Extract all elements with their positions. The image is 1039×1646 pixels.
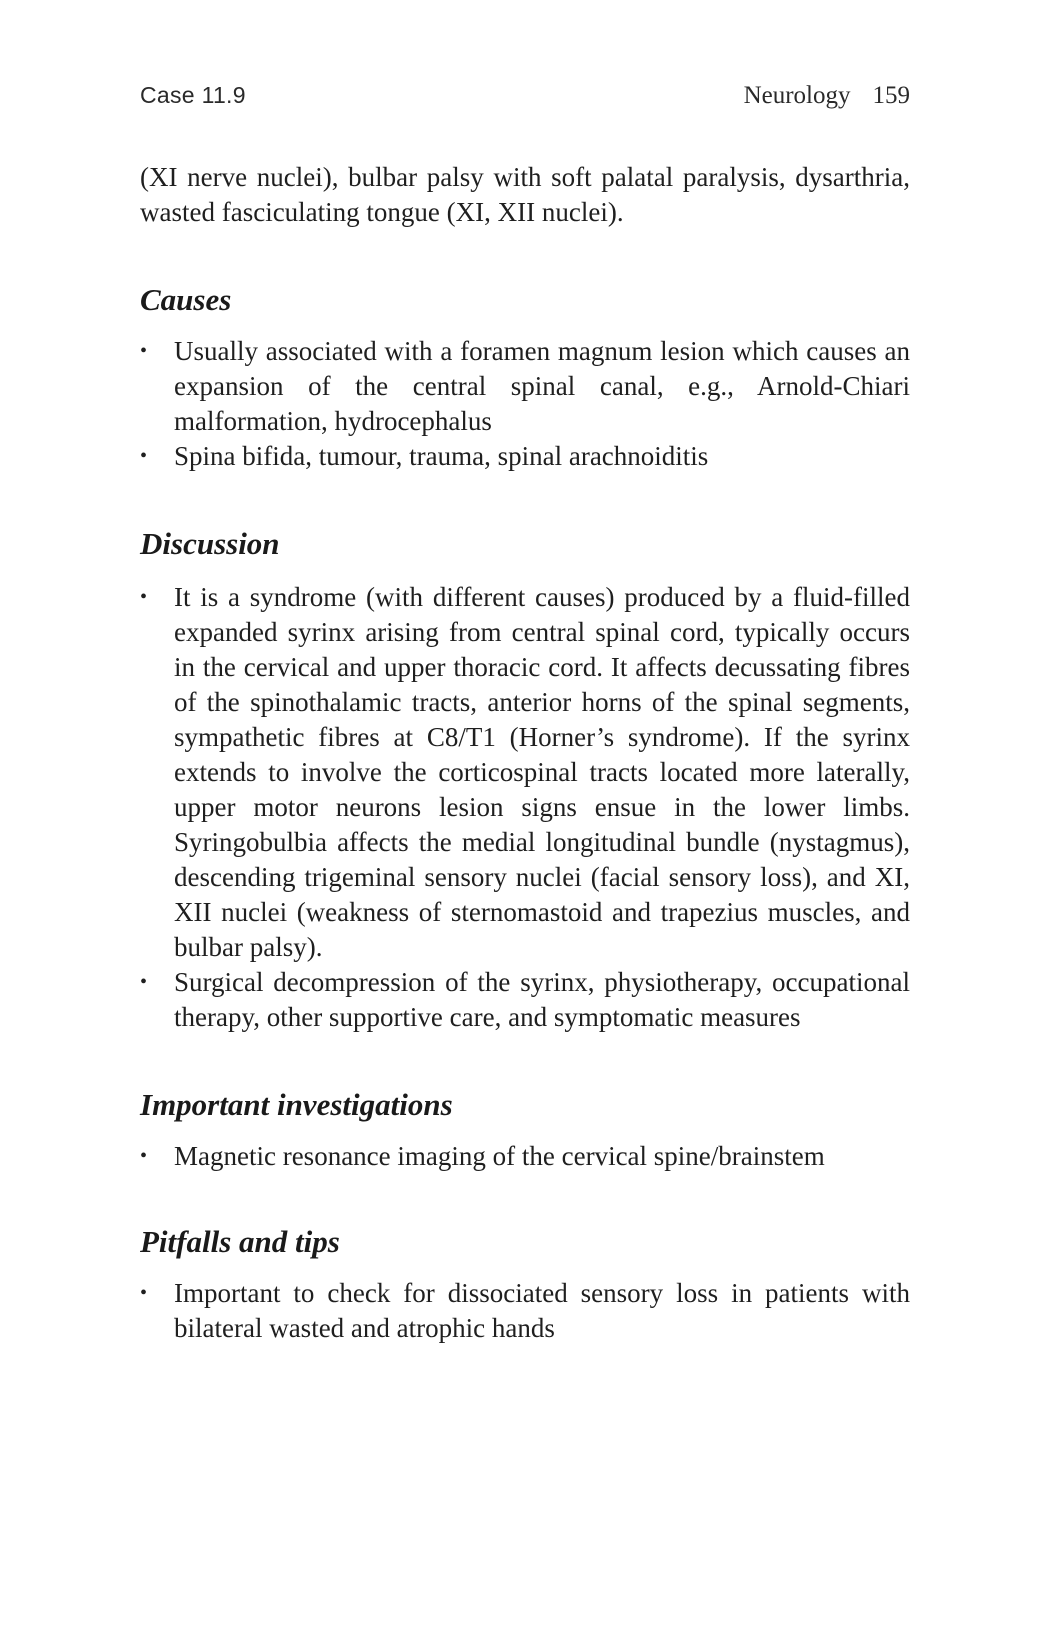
section-title: Neurology [743, 82, 851, 109]
investigations-list [140, 1139, 910, 1174]
list-item: • Surgical decompression of the syrinx, physiotherapy, occupational therapy, other supportive care, and symptomatic measures [140, 967, 910, 1032]
bullet-icon: • [140, 340, 148, 362]
case-label: Case 11.9 [140, 82, 246, 108]
heading-discussion: Discussion [140, 526, 280, 561]
heading-pitfalls: Pitfalls and tips [140, 1224, 340, 1259]
section-discussion [140, 526, 910, 1035]
page-body [140, 160, 910, 1346]
section-pitfalls [140, 1224, 910, 1346]
discussion-list [140, 580, 910, 1035]
list-item: • Magnetic resonance imaging of the cervical spine/brainstem [140, 1139, 910, 1174]
page-number: 159 [872, 82, 910, 109]
pitfalls-list [140, 1276, 910, 1346]
list-item: • Important to check for dissociated sensory loss in patients with bilateral wasted and atrophic hands [140, 1278, 910, 1343]
list-item: • Usually associated with a foramen magnum lesion which causes an expansion of the central spinal canal, e.g., Arnold-Chiari malformation, hydrocephalus [140, 336, 910, 436]
lead-paragraph: (XI nerve nuclei), bulbar palsy with soft palatal paralysis, dysarthria, wasted fasciculating tongue (XI, XII nuclei). [140, 162, 910, 227]
bullet-icon: • [140, 586, 148, 608]
list-item: • Spina bifida, tumour, trauma, spinal arachnoiditis [140, 439, 910, 474]
section-causes [140, 282, 910, 474]
causes-list [140, 334, 910, 474]
bullet-icon: • [140, 971, 148, 993]
section-investigations [140, 1087, 910, 1174]
section-and-page [744, 82, 910, 110]
scan-artifact [116, 1536, 126, 1550]
bullet-icon: • [140, 445, 148, 467]
heading-investigations: Important investigations [140, 1087, 453, 1122]
running-head [140, 82, 910, 116]
list-item: • It is a syndrome (with different causes) produced by a fluid-filled expanded syrinx arising from central spinal cord, typically occurs in the cervical and upper thoracic cord. It affects decussating fibres of the spinothalamic tracts, anterior horns of the spinal segments, sympathetic fibres at C8/T1 (Horner’s syndrome). If the syrinx extends to involve the corticospinal tracts located more laterally, upper motor neurons lesion signs ensue in the lower limbs. Syringobulbia affects the medial longitudinal bundle (nystagmus), descending trigeminal sensory nuclei (facial sensory loss), and XI, XII nuclei (weakness of sternomastoid and trapezius muscles, and bulbar palsy). [140, 582, 910, 962]
bullet-icon: • [140, 1282, 148, 1304]
bullet-icon: • [140, 1145, 148, 1167]
heading-causes: Causes [140, 282, 232, 317]
